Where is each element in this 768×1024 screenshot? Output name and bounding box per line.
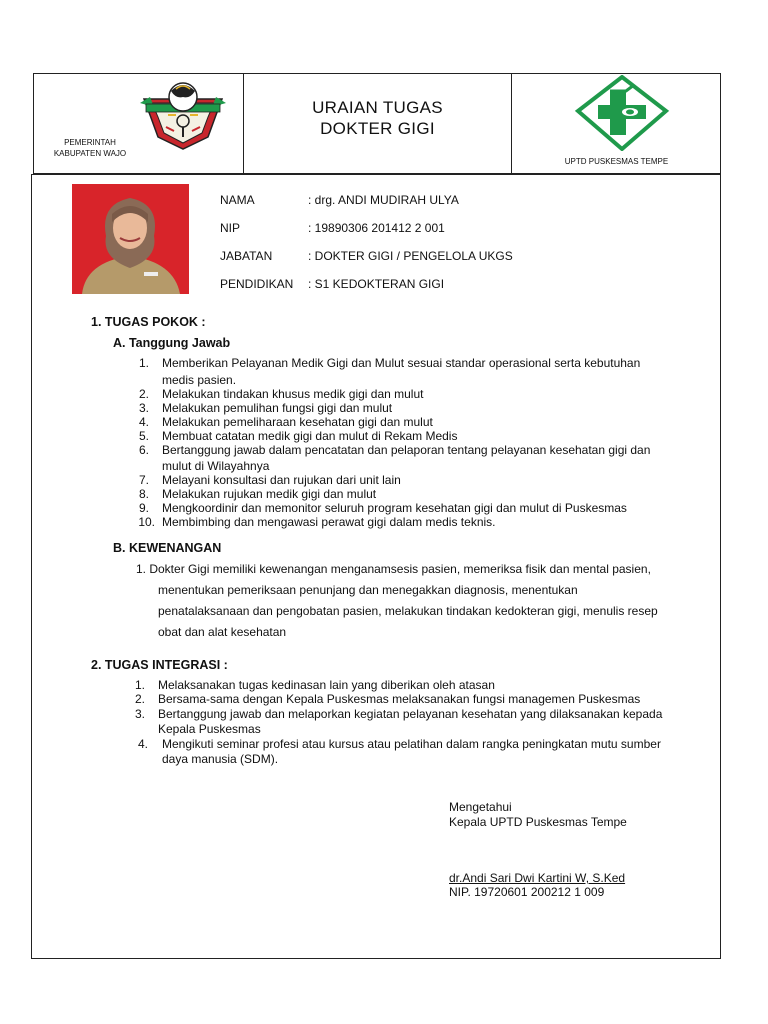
list-item-continuation: daya manusia (SDM).	[162, 752, 279, 766]
list-number: 3.	[134, 707, 145, 721]
list-item: Melaksanakan tugas kedinasan lain yang diberikan oleh atasan	[158, 678, 495, 692]
puskesmas-label: UPTD PUSKESMAS TEMPE	[564, 157, 669, 166]
list-item-continuation: medis pasien.	[162, 373, 237, 387]
kewenangan-text: menentukan pemeriksaan penunjang dan menegakkan diagnosis, menentukan	[158, 583, 578, 597]
list-number: 1.	[134, 678, 145, 692]
list-number: 5.	[138, 429, 149, 443]
list-item: Bertanggung jawab dalam pencatatan dan pelaporan tentang pelayanan kesehatan gigi dan	[162, 443, 651, 457]
identity-value: : drg. ANDI MUDIRAH ULYA	[308, 193, 459, 207]
signature-acknowledged: Mengetahui	[449, 800, 512, 814]
identity-label: NAMA	[220, 193, 255, 207]
signature-nip: NIP. 19720601 200212 1 009	[449, 885, 605, 899]
identity-label: NIP	[220, 221, 241, 235]
list-number: 4.	[138, 415, 149, 429]
kewenangan-text: penatalaksanaan dan pengobatan pasien, melakukan tindakan kedokteran gigi, menulis resep	[158, 604, 658, 618]
list-number: 9.	[138, 501, 149, 515]
list-number: 3.	[138, 401, 149, 415]
document-title: URAIAN TUGAS DOKTER GIGI	[312, 98, 443, 138]
list-item: Membuat catatan medik gigi dan mulut di Rekam Medis	[162, 429, 458, 443]
list-item: Melakukan rujukan medik gigi dan mulut	[162, 487, 377, 501]
kewenangan-text: obat dan alat kesehatan	[158, 625, 287, 639]
list-item: Membimbing dan mengawasi perawat gigi dalam medis teknis.	[162, 515, 496, 529]
identity-value: : S1 KEDOKTERAN GIGI	[308, 277, 445, 291]
list-item: Memberikan Pelayanan Medik Gigi dan Mulut sesuai standar operasional serta kebutuhan	[162, 356, 641, 370]
list-item: Melayani konsultasi dan rujukan dari unit lain	[162, 473, 401, 487]
signature-name: dr.Andi Sari Dwi Kartini W, S.Ked	[449, 871, 626, 885]
profile-photo	[72, 184, 189, 294]
list-number: 7.	[138, 473, 149, 487]
list-item: Melakukan tindakan khusus medik gigi dan mulut	[162, 387, 424, 401]
list-item: Mengikuti seminar profesi atau kursus atau pelatihan dalam rangka peningkatan mutu sumber	[162, 737, 661, 751]
government-label: PEMERINTAH KABUPATEN WAJO	[53, 138, 127, 158]
section-heading-tugas-pokok: 1. TUGAS POKOK :	[91, 315, 206, 329]
list-number: 10.	[138, 515, 155, 529]
kewenangan-text: 1. Dokter Gigi memiliki kewenangan menganamsesis pasien, memeriksa fisik dan mental pasien,	[136, 562, 651, 576]
signature-position: Kepala UPTD Puskesmas Tempe	[449, 815, 627, 829]
section-heading-tugas-integrasi: 2. TUGAS INTEGRASI :	[91, 658, 228, 672]
list-number: 8.	[138, 487, 149, 501]
list-item-continuation: Kepala Puskesmas	[158, 722, 261, 736]
identity-value: : DOKTER GIGI / PENGELOLA UKGS	[308, 249, 513, 263]
person-photo-icon	[72, 184, 189, 294]
subsection-tanggung-jawab: A. Tanggung Jawab	[113, 336, 231, 350]
puskesmas-cross-logo-icon	[574, 75, 670, 151]
list-number: 6.	[138, 443, 149, 457]
list-item: Mengkoordinir dan memonitor seluruh program kesehatan gigi dan mulut di Puskesmas	[162, 501, 627, 515]
identity-value: : 19890306 201412 2 001	[308, 221, 445, 235]
list-number: 1.	[138, 356, 149, 370]
list-item-continuation: mulut di Wilayahnya	[162, 459, 270, 473]
list-item: Bertanggung jawab dan melaporkan kegiatan pelayanan kesehatan yang dilaksanakan kepada	[158, 707, 663, 721]
list-item: Melakukan pemeliharaan kesehatan gigi dan mulut	[162, 415, 433, 429]
identity-label: JABATAN	[220, 249, 273, 263]
list-item: Bersama-sama dengan Kepala Puskesmas melaksanakan fungsi managemen Puskesmas	[158, 692, 641, 706]
list-number: 4.	[137, 737, 148, 751]
identity-label: PENDIDIKAN	[220, 277, 294, 291]
subsection-kewenangan: B. KEWENANGAN	[113, 541, 222, 555]
list-number: 2.	[134, 692, 145, 706]
list-item: Melakukan pemulihan fungsi gigi dan mulut	[162, 401, 393, 415]
list-number: 2.	[138, 387, 149, 401]
kabupaten-wajo-crest-icon	[138, 77, 228, 151]
